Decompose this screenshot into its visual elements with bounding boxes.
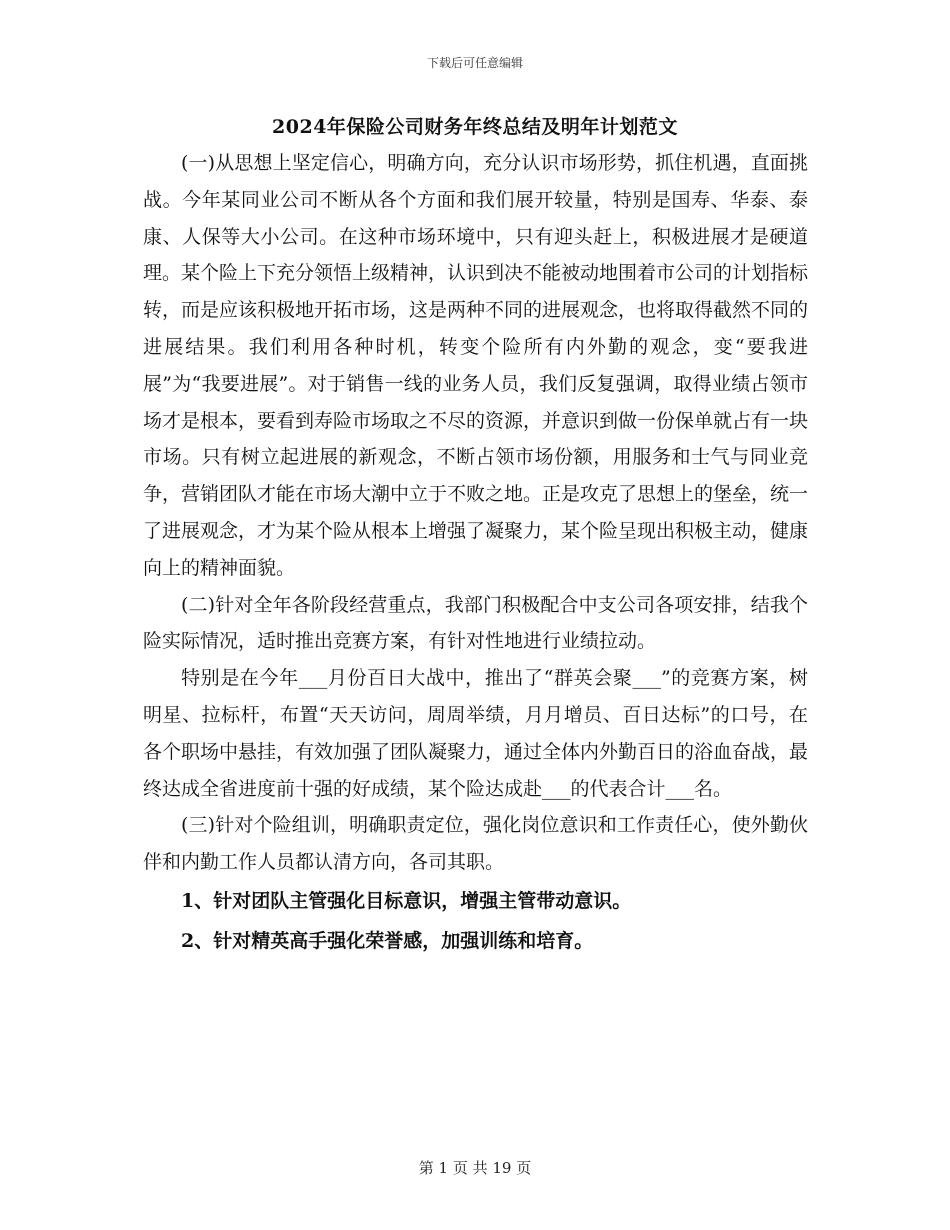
paragraph-4: (三)针对个险组训，明确职责定位，强化岗位意识和工作责任心，使外勤伙伴和内勤工作人员都认清方向，各司其职。: [143, 814, 808, 874]
paragraph-2: (二)针对全年各阶段经营重点，我部门积极配合中支公司各项安排，结我个险实际情况，适时推出竞赛方案，有针对性地进行业绩拉动。: [143, 593, 808, 653]
document-title: 2024年保险公司财务年终总结及明年计划范文: [272, 116, 678, 138]
header-note: 下载后可任意编辑: [426, 56, 523, 70]
paragraph-1: (一)从思想上坚定信心，明确方向，充分认识市场形势，抓住机遇，直面挑战。今年某同业公司不断从各个方面和我们展开较量，特别是国寿、华泰、泰康、人保等大小公司。在这种市场环境中，只有迎头赶上，积极进展才是硬道理。某个险上下充分领悟上级精神，认识到决不能被动地围着市公司的计划指标转，而是应该积极地开拓市场，这是两种不同的进展观念，也将取得截然不同的进展结果。我们利用各种时机，转变个险所有内外勤的观念，变“要我进展”为“我要进展”。对于销售一线的业务人员，我们反复强调，取得业绩占领市场才是根本，要看到寿险市场取之不尽的资源，并意识到做一份保单就占有一块市场。只有树立起进展的新观念，不断占领市场份额，用服务和士气与同业竞争，营销团队才能在市场大潮中立于不败之地。正是攻克了思想上的堡垒，统一了进展观念，才为某个险从根本上增强了凝聚力，某个险呈现出积极主动，健康向上的精神面貌。: [143, 152, 809, 579]
document-body: [143, 145, 808, 961]
bold-item-2: 2、针对精英高手强化荣誉感，加强训练和培育。: [181, 929, 594, 952]
page-footer: 第 1 页 共 19 页: [418, 1159, 532, 1177]
paragraph-3: 特别是在今年___月份百日大战中，推出了“群英会聚___”的竞赛方案，树明星、拉标杆，布置“天天访问，周周举绩，月月增员、百日达标”的口号，在各个职场中悬挂，有效加强了团队凝聚力，通过全体内外勤百日的浴血奋战，最终达成全省进度前十强的好成绩，某个险达成赴___的代表合计___名。: [143, 667, 809, 800]
bold-item-1: 1、针对团队主管强化目标意识，增强主管带动意识。: [181, 889, 632, 912]
